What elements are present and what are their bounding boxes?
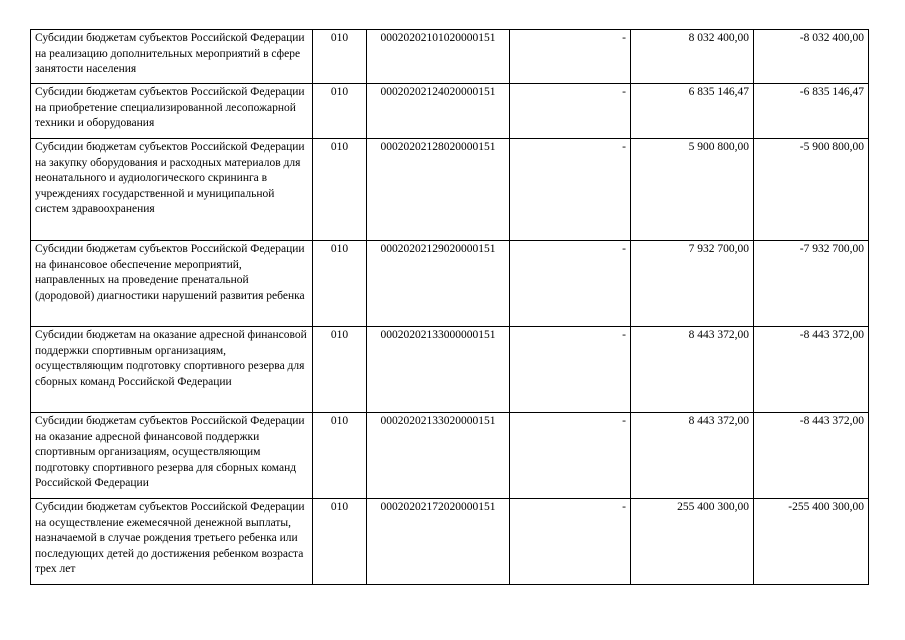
- difference-amount-cell: -8 443 372,00: [754, 327, 869, 413]
- admin-code-cell: 010: [313, 499, 367, 585]
- table-row: [31, 241, 869, 327]
- revenue-name-cell: Субсидии бюджетам на оказание адресной финансовой поддержки спортивным организациям, осуществляющим подготовку спортивного резерва для сборных команд Российской Федерации: [31, 327, 313, 413]
- difference-amount-cell: -255 400 300,00: [754, 499, 869, 585]
- approved-amount-cell: 8 443 372,00: [631, 413, 754, 499]
- approved-amount-cell: 7 932 700,00: [631, 241, 754, 327]
- executed-cell: -: [510, 84, 631, 139]
- budget-code-cell: 00020202133000000151: [367, 327, 510, 413]
- revenue-name-cell: Субсидии бюджетам субъектов Российской Федерации на финансовое обеспечение мероприятий, направленных на проведение пренатальной (дородовой) диагностики нарушений развития ребенка: [31, 241, 313, 327]
- executed-cell: -: [510, 499, 631, 585]
- table-row: [31, 30, 869, 84]
- approved-amount-cell: 8 443 372,00: [631, 327, 754, 413]
- approved-amount-cell: 8 032 400,00: [631, 30, 754, 84]
- difference-amount-cell: -8 032 400,00: [754, 30, 869, 84]
- revenue-name-cell: Субсидии бюджетам субъектов Российской Федерации на оказание адресной финансовой поддержки спортивным организациям, осуществляющим подготовку спортивного резерва для сборных команд Российской Федерации: [31, 413, 313, 499]
- executed-cell: -: [510, 139, 631, 241]
- revenue-name-cell: Субсидии бюджетам субъектов Российской Федерации на осуществление ежемесячной денежной выплаты, назначаемой в случае рождения третьего ребенка или последующих детей до достижения ребенком возраста трех лет: [31, 499, 313, 585]
- approved-amount-cell: 6 835 146,47: [631, 84, 754, 139]
- table-row: [31, 499, 869, 585]
- budget-code-cell: 00020202129020000151: [367, 241, 510, 327]
- admin-code-cell: 010: [313, 241, 367, 327]
- revenue-name-cell: Субсидии бюджетам субъектов Российской Федерации на приобретение специализированной лесопожарной техники и оборудования: [31, 84, 313, 139]
- table-row: [31, 413, 869, 499]
- revenue-name-cell: Субсидии бюджетам субъектов Российской Федерации на реализацию дополнительных мероприятий в сфере занятости населения: [31, 30, 313, 84]
- budget-code-cell: 00020202101020000151: [367, 30, 510, 84]
- budget-code-cell: 00020202124020000151: [367, 84, 510, 139]
- difference-amount-cell: -5 900 800,00: [754, 139, 869, 241]
- table-row: [31, 139, 869, 241]
- admin-code-cell: 010: [313, 84, 367, 139]
- difference-amount-cell: -6 835 146,47: [754, 84, 869, 139]
- executed-cell: -: [510, 413, 631, 499]
- difference-amount-cell: -7 932 700,00: [754, 241, 869, 327]
- approved-amount-cell: 255 400 300,00: [631, 499, 754, 585]
- executed-cell: -: [510, 241, 631, 327]
- budget-code-cell: 00020202133020000151: [367, 413, 510, 499]
- admin-code-cell: 010: [313, 139, 367, 241]
- admin-code-cell: 010: [313, 30, 367, 84]
- budget-revenue-table: [30, 29, 869, 585]
- revenue-name-cell: Субсидии бюджетам субъектов Российской Федерации на закупку оборудования и расходных материалов для неонатального и аудиологического скрининга в учреждениях государственной и муниципальной систем здравоохранения: [31, 139, 313, 241]
- admin-code-cell: 010: [313, 413, 367, 499]
- executed-cell: -: [510, 30, 631, 84]
- admin-code-cell: 010: [313, 327, 367, 413]
- difference-amount-cell: -8 443 372,00: [754, 413, 869, 499]
- budget-code-cell: 00020202172020000151: [367, 499, 510, 585]
- budget-code-cell: 00020202128020000151: [367, 139, 510, 241]
- executed-cell: -: [510, 327, 631, 413]
- table-row: [31, 84, 869, 139]
- table-row: [31, 327, 869, 413]
- approved-amount-cell: 5 900 800,00: [631, 139, 754, 241]
